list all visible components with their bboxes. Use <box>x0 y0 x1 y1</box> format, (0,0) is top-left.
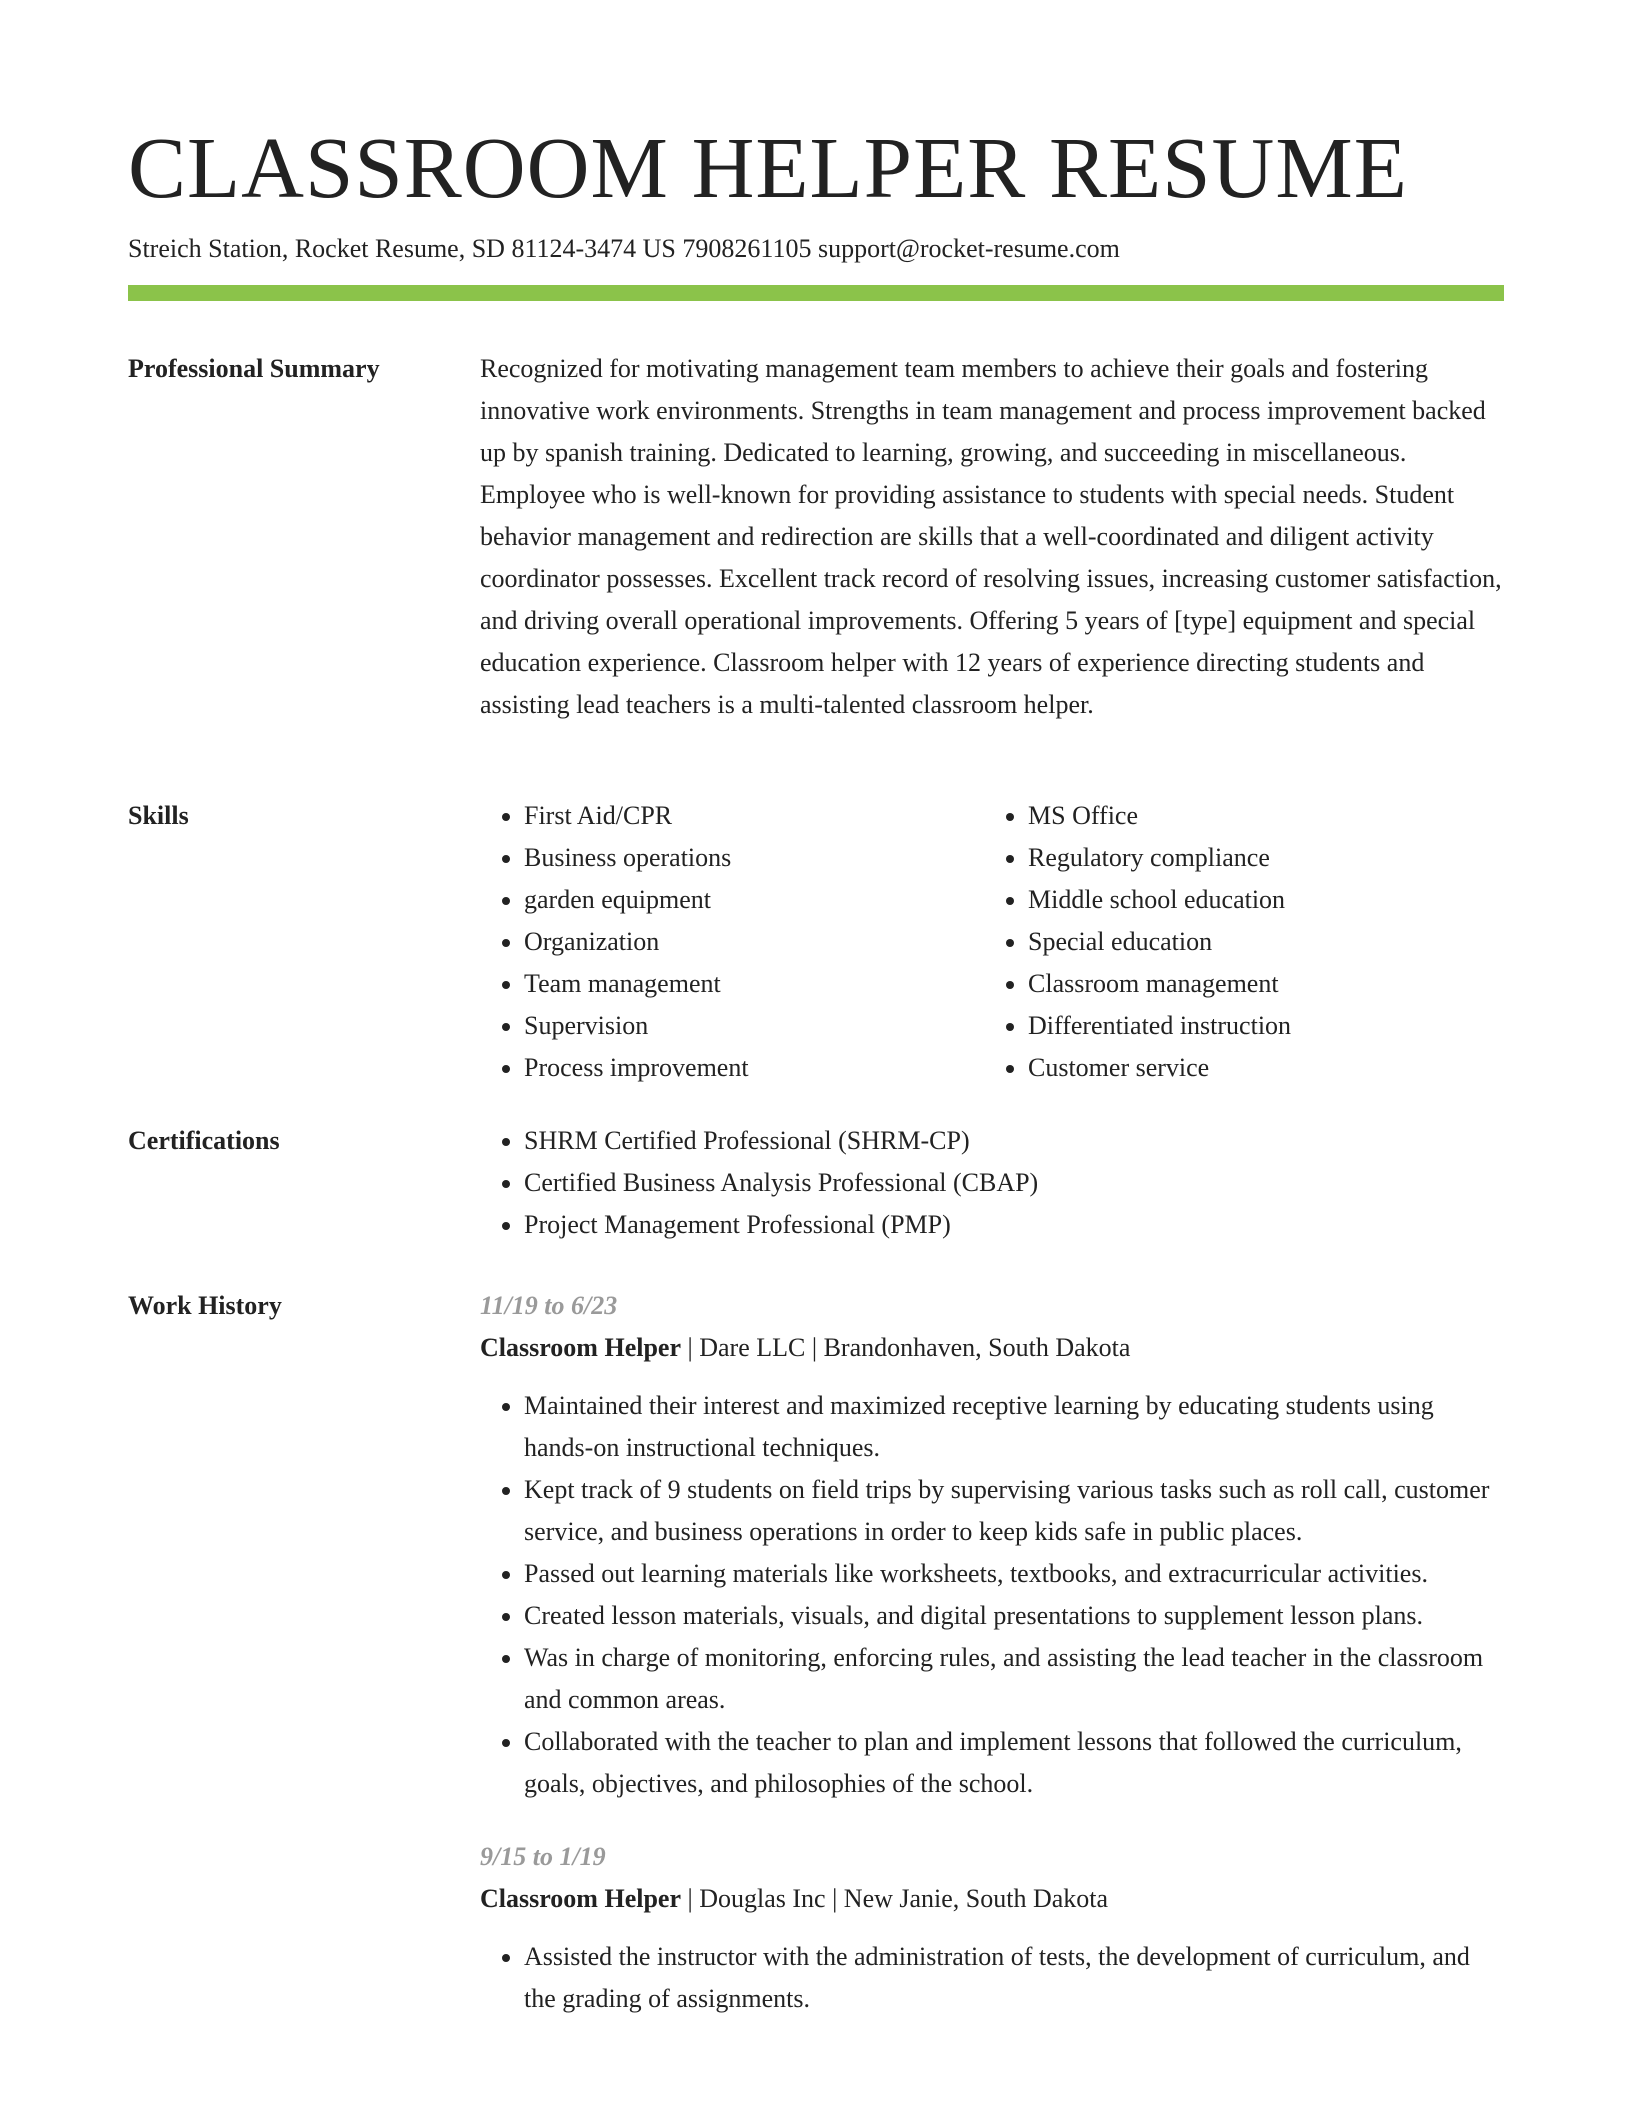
skills-column-right <box>984 795 1488 1089</box>
skills-list-left <box>480 795 984 1089</box>
skills-grid <box>480 795 1504 1089</box>
skills-list-right <box>984 795 1488 1089</box>
job-title: Classroom Helper <box>480 1884 681 1913</box>
job-bullet: • Maintained their interest and maximized receptive learning by educating students using hands-on instructional techniques. <box>524 1385 1504 1469</box>
skill-item: • Supervision <box>524 1005 984 1047</box>
skill-item: • Team management <box>524 963 984 1005</box>
skill-item: • Process improvement <box>524 1047 984 1089</box>
skill-item: • Special education <box>1028 921 1488 963</box>
job-bullet: • Kept track of 9 students on field trips by supervising various tasks such as roll call, customer service, and business operations in order to keep kids safe in public places. <box>524 1469 1504 1553</box>
skill-item: • Business operations <box>524 837 984 879</box>
job-location: Brandonhaven, South Dakota <box>823 1333 1131 1362</box>
certifications-heading: Certifications <box>128 1126 280 1155</box>
job-dates: 9/15 to 1/19 <box>480 1842 606 1871</box>
job-location: New Janie, South Dakota <box>843 1884 1109 1913</box>
skill-item: • Regulatory compliance <box>1028 837 1488 879</box>
contact-email[interactable]: support@rocket-resume.com <box>817 234 1120 263</box>
page-title: CLASSROOM HELPER RESUME <box>128 119 1408 216</box>
skill-item: • Differentiated instruction <box>1028 1005 1488 1047</box>
job-dates: 11/19 to 6/23 <box>480 1291 618 1320</box>
certifications-body <box>480 1120 1504 1246</box>
work-history-body <box>480 1285 1504 2051</box>
skill-item: • garden equipment <box>524 879 984 921</box>
summary-heading: Professional Summary <box>128 354 380 383</box>
job-bullet: • Passed out learning materials like worksheets, textbooks, and extracurricular activities. <box>524 1553 1504 1595</box>
job-bullet: • Assisted the instructor with the administration of tests, the development of curriculum, and the grading of assignments. <box>524 1936 1504 2020</box>
job-company: Dare LLC <box>699 1333 806 1362</box>
skill-item: • Middle school education <box>1028 879 1488 921</box>
certification-item: • Project Management Professional (PMP) <box>524 1204 1504 1246</box>
header-divider <box>128 285 1504 301</box>
skills-column-left <box>480 795 984 1089</box>
job-bullet: • Created lesson materials, visuals, and digital presentations to supplement lesson plans. <box>524 1595 1504 1637</box>
job-entry <box>480 1836 1504 2020</box>
contact-phone: 7908261105 <box>682 234 812 263</box>
skills-heading: Skills <box>128 801 189 830</box>
job-bullets <box>480 1936 1504 2020</box>
certification-item: • SHRM Certified Professional (SHRM-CP) <box>524 1120 1504 1162</box>
work-history-heading: Work History <box>128 1291 282 1320</box>
job-company: Douglas Inc <box>699 1884 826 1913</box>
summary-body <box>480 348 1504 726</box>
skill-item: • Customer service <box>1028 1047 1488 1089</box>
contact-address: Streich Station, Rocket Resume, SD 81124-3474 US <box>128 234 676 263</box>
job-bullets <box>480 1385 1504 1805</box>
skill-item: • Classroom management <box>1028 963 1488 1005</box>
job-header: Classroom Helper | Dare LLC | Brandonhaven, South Dakota <box>480 1333 1131 1362</box>
certification-item: • Certified Business Analysis Professional (CBAP) <box>524 1162 1504 1204</box>
job-entry <box>480 1285 1504 1805</box>
contact-line <box>128 231 1120 267</box>
skill-item: • Organization <box>524 921 984 963</box>
job-bullet: • Collaborated with the teacher to plan and implement lessons that followed the curriculum, goals, objectives, and philosophies of the school. <box>524 1721 1504 1805</box>
certifications-list <box>480 1120 1504 1246</box>
summary-text: Recognized for motivating management team members to achieve their goals and fostering innovative work environments. Strengths in team management and process improvement backed up by spanish training. Dedicated to learning, growing, and succeeding in miscellaneous. Employee who is well-known for providing assistance to students with special needs. Student behavior management and redirection are skills that a well-coordinated and diligent activity coordinator possesses. Excellent track record of resolving issues, increasing customer satisfaction, and driving overall operational improvements. Offering 5 years of [type] equipment and special education experience. Classroom helper with 12 years of experience directing students and assisting lead teachers is a multi-talented classroom helper. <box>480 354 1502 719</box>
job-bullet: • Was in charge of monitoring, enforcing rules, and assisting the lead teacher in the classroom and common areas. <box>524 1637 1504 1721</box>
job-header: Classroom Helper | Douglas Inc | New Janie, South Dakota <box>480 1884 1109 1913</box>
skills-body <box>480 795 1504 1089</box>
job-title: Classroom Helper <box>480 1333 681 1362</box>
skill-item: • MS Office <box>1028 795 1488 837</box>
skill-item: • First Aid/CPR <box>524 795 984 837</box>
